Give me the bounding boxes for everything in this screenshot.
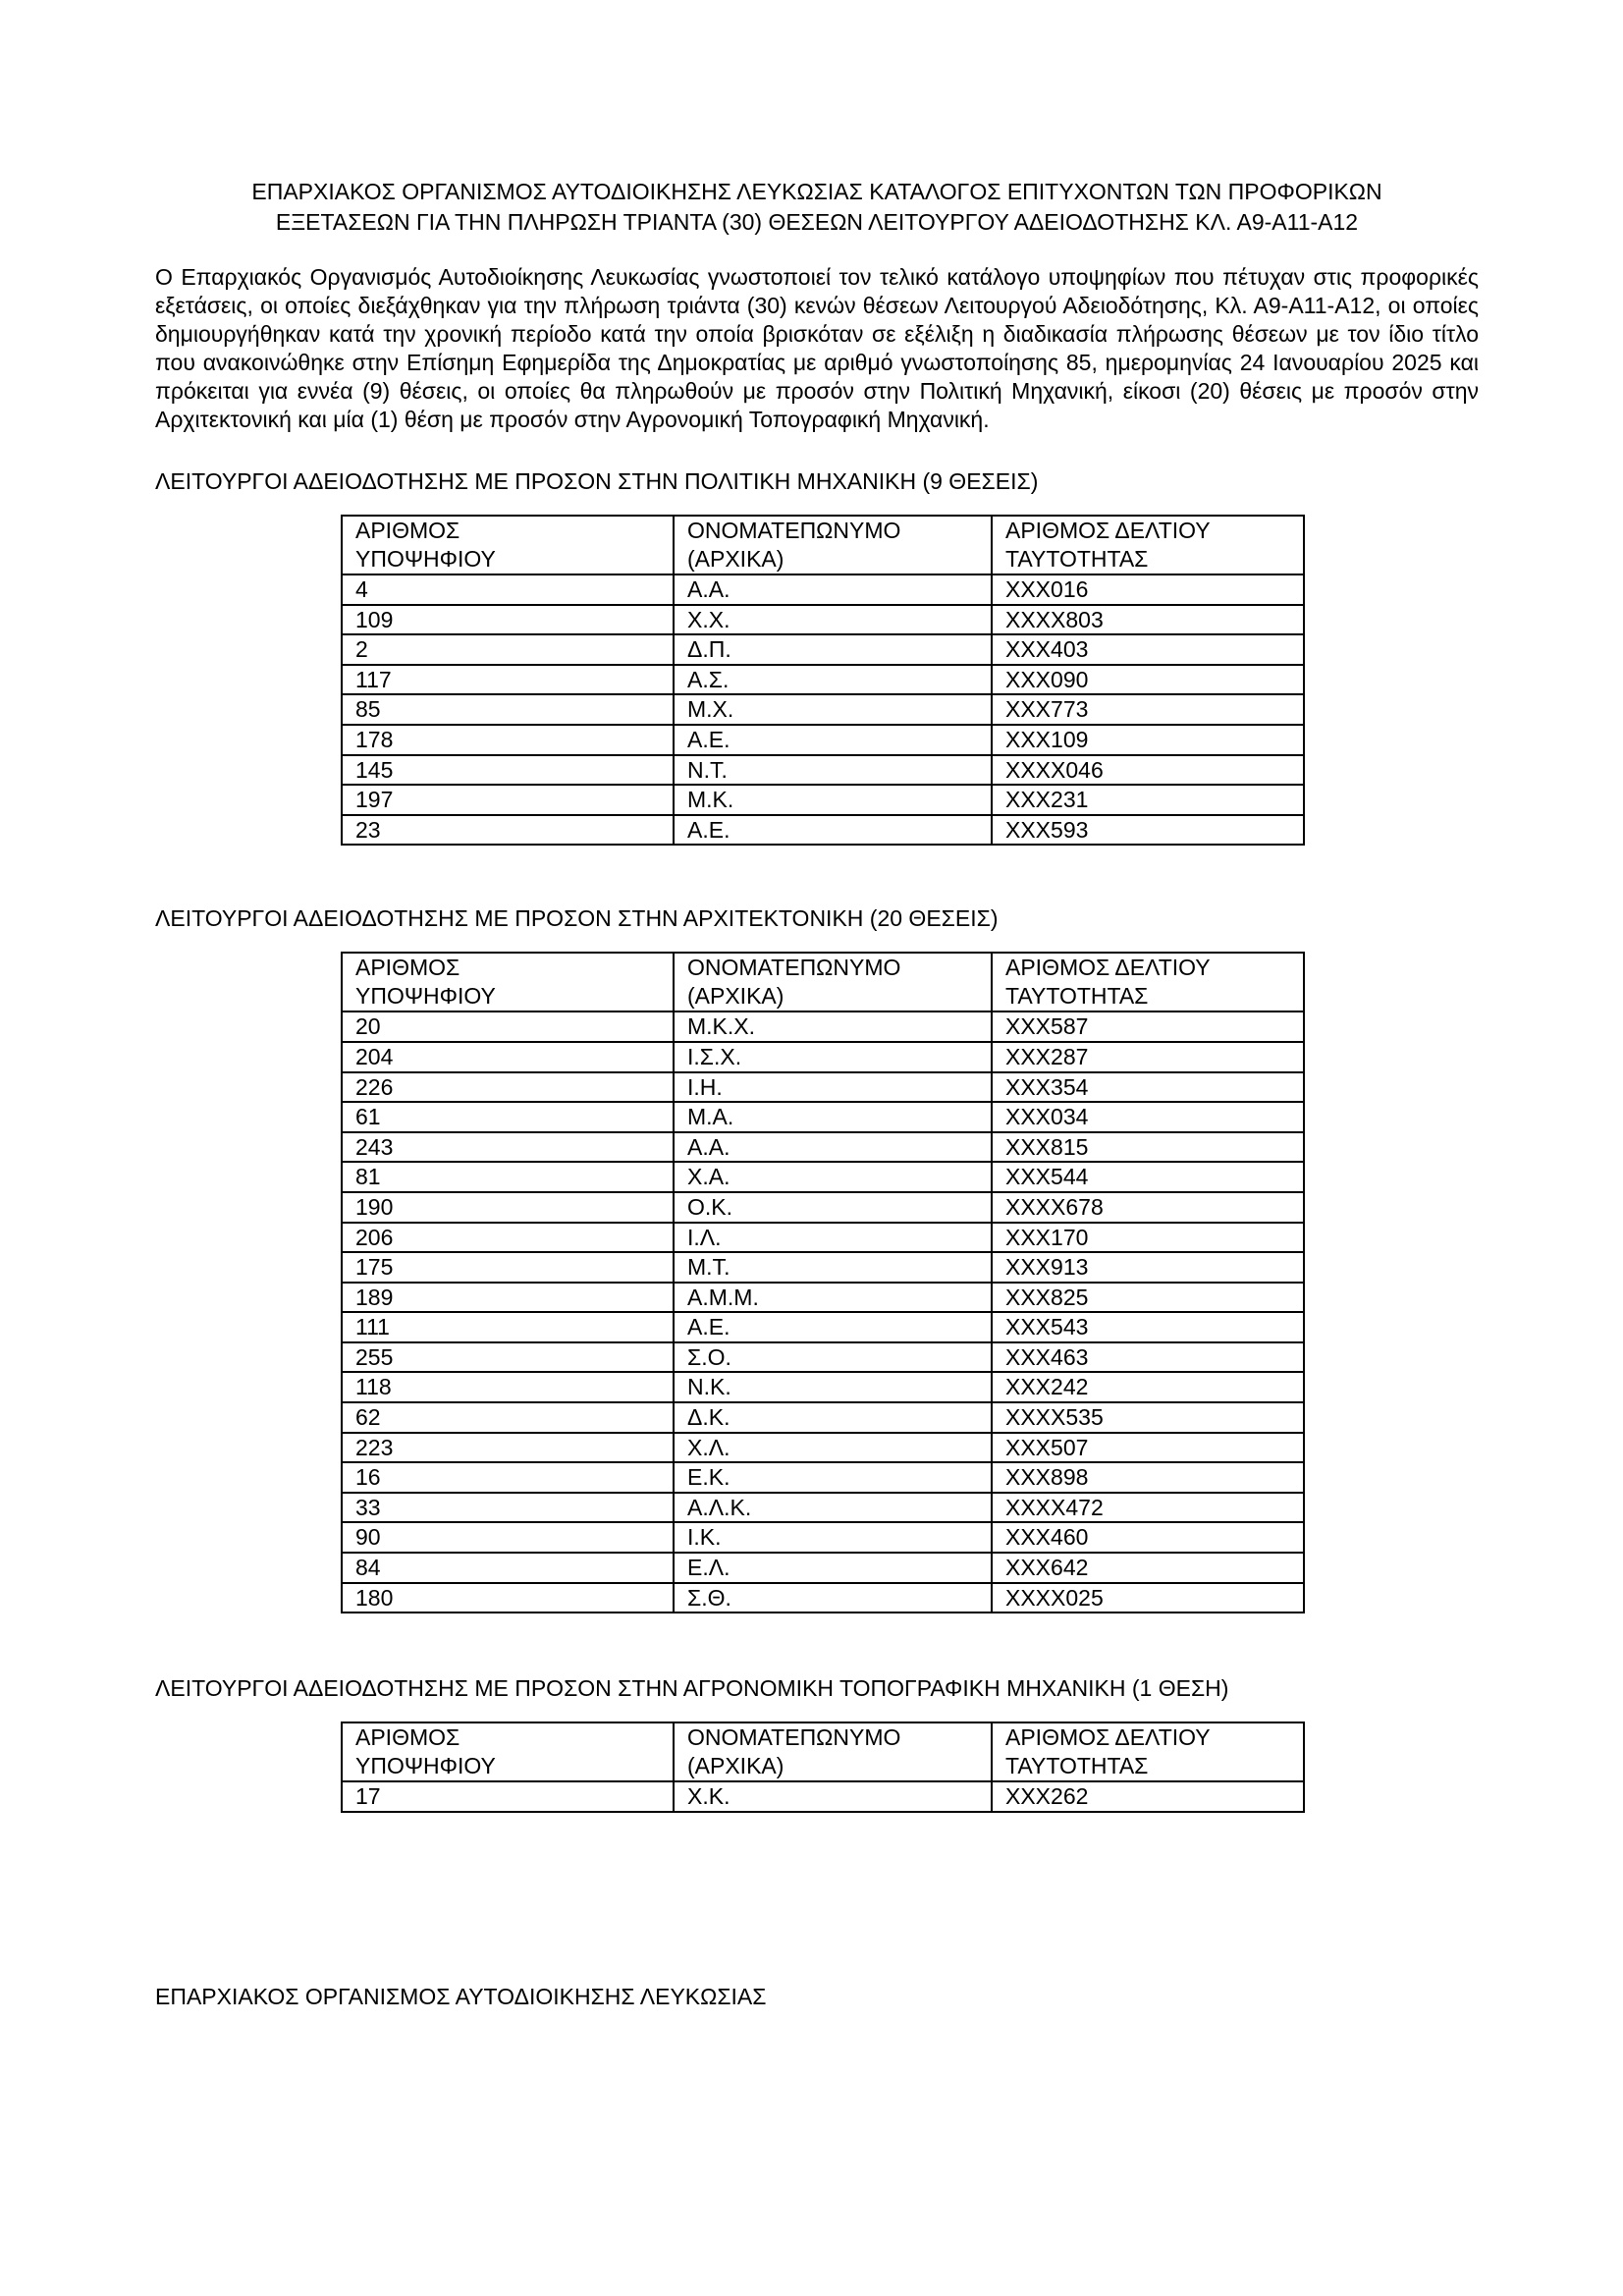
- id-number-cell: ΧΧΧ898: [992, 1462, 1304, 1493]
- table-row: [342, 1162, 1304, 1192]
- id-number-cell: ΧΧΧ287: [992, 1042, 1304, 1072]
- column-header-id-number: ΑΡΙΘΜΟΣ ΔΕΛΤΙΟΥ ΤΑΥΤΟΤΗΤΑΣ: [992, 516, 1304, 574]
- id-number-cell: ΧΧΧ507: [992, 1433, 1304, 1463]
- table-row: [342, 1553, 1304, 1583]
- id-number-cell: ΧΧΧ170: [992, 1223, 1304, 1253]
- initials-cell: Ε.Κ.: [674, 1462, 992, 1493]
- candidate-number-cell: 4: [342, 574, 674, 605]
- id-number-cell: ΧΧΧ544: [992, 1162, 1304, 1192]
- candidate-number-cell: 84: [342, 1553, 674, 1583]
- initials-cell: Σ.Θ.: [674, 1583, 992, 1613]
- initials-cell: Α.Λ.Κ.: [674, 1493, 992, 1523]
- table-row: [342, 1462, 1304, 1493]
- table-row: [342, 1283, 1304, 1313]
- candidate-number-cell: 190: [342, 1192, 674, 1223]
- table-header-row: [342, 1722, 1304, 1781]
- initials-cell: Α.Μ.Μ.: [674, 1283, 992, 1313]
- initials-cell: Α.Σ.: [674, 665, 992, 695]
- column-header-initials: ΟΝΟΜΑΤΕΠΩΝΥΜΟ (ΑΡΧΙΚΑ): [674, 953, 992, 1011]
- candidate-number-cell: 118: [342, 1372, 674, 1402]
- id-number-cell: ΧΧΧΧ803: [992, 605, 1304, 635]
- column-header-initials: ΟΝΟΜΑΤΕΠΩΝΥΜΟ (ΑΡΧΙΚΑ): [674, 516, 992, 574]
- initials-cell: Μ.Χ.: [674, 694, 992, 725]
- table-row: [342, 665, 1304, 695]
- id-number-cell: ΧΧΧ642: [992, 1553, 1304, 1583]
- id-number-cell: ΧΧΧΧ025: [992, 1583, 1304, 1613]
- table-row: [342, 1252, 1304, 1283]
- table-row: [342, 1102, 1304, 1132]
- table-row: [342, 634, 1304, 665]
- candidate-number-cell: 90: [342, 1522, 674, 1553]
- section-heading-architecture: ΛΕΙΤΟΥΡΓΟΙ ΑΔΕΙΟΔΟΤΗΣΗΣ ΜΕ ΠΡΟΣΟΝ ΣΤΗΝ ΑΡΧΙΤΕΚΤΟΝΙΚΗ (20 ΘΕΣΕΙΣ): [155, 905, 999, 932]
- id-number-cell: ΧΧΧ815: [992, 1132, 1304, 1163]
- initials-cell: Ο.Κ.: [674, 1192, 992, 1223]
- id-number-cell: ΧΧΧΧ046: [992, 755, 1304, 786]
- id-number-cell: ΧΧΧ090: [992, 665, 1304, 695]
- table-row: [342, 1402, 1304, 1433]
- id-number-cell: ΧΧΧ109: [992, 725, 1304, 755]
- table-row: [342, 1223, 1304, 1253]
- table-row: [342, 605, 1304, 635]
- column-header-id-number: ΑΡΙΘΜΟΣ ΔΕΛΤΙΟΥ ΤΑΥΤΟΤΗΤΑΣ: [992, 1722, 1304, 1781]
- table-row: [342, 1042, 1304, 1072]
- table-row: [342, 725, 1304, 755]
- architecture-table: [341, 952, 1305, 1613]
- id-number-cell: ΧΧΧ587: [992, 1011, 1304, 1042]
- candidate-number-cell: 189: [342, 1283, 674, 1313]
- table-row: [342, 1522, 1304, 1553]
- id-number-cell: ΧΧΧ242: [992, 1372, 1304, 1402]
- candidate-number-cell: 178: [342, 725, 674, 755]
- table-row: [342, 1372, 1304, 1402]
- candidate-number-cell: 117: [342, 665, 674, 695]
- document-page: [155, 177, 1479, 2011]
- candidate-number-cell: 17: [342, 1781, 674, 1812]
- table-row: [342, 815, 1304, 846]
- table-row: [342, 1583, 1304, 1613]
- title-line-1: ΕΠΑΡΧΙΑΚΟΣ ΟΡΓΑΝΙΣΜΟΣ ΑΥΤΟΔΙΟΙΚΗΣΗΣ ΛΕΥΚΩΣΙΑΣ ΚΑΤΑΛΟΓΟΣ ΕΠΙΤΥΧΟΝΤΩΝ ΤΩΝ ΠΡΟΦΟΡΙΚΩΝ: [251, 179, 1382, 204]
- candidate-number-cell: 197: [342, 785, 674, 815]
- initials-cell: Χ.Α.: [674, 1162, 992, 1192]
- table-header-row: [342, 516, 1304, 574]
- id-number-cell: ΧΧΧ403: [992, 634, 1304, 665]
- initials-cell: Α.Ε.: [674, 1312, 992, 1342]
- id-number-cell: ΧΧΧ463: [992, 1342, 1304, 1373]
- table-row: [342, 785, 1304, 815]
- initials-cell: Ν.Κ.: [674, 1372, 992, 1402]
- candidate-number-cell: 111: [342, 1312, 674, 1342]
- id-number-cell: ΧΧΧ593: [992, 815, 1304, 846]
- initials-cell: Μ.Α.: [674, 1102, 992, 1132]
- table-row: [342, 574, 1304, 605]
- candidate-number-cell: 255: [342, 1342, 674, 1373]
- id-number-cell: ΧΧΧ913: [992, 1252, 1304, 1283]
- column-header-candidate-number: ΑΡΙΘΜΟΣ ΥΠΟΨΗΦΙΟΥ: [342, 1722, 674, 1781]
- candidate-number-cell: 180: [342, 1583, 674, 1613]
- footer-organization-name: ΕΠΑΡΧΙΑΚΟΣ ΟΡΓΑΝΙΣΜΟΣ ΑΥΤΟΔΙΟΙΚΗΣΗΣ ΛΕΥΚΩΣΙΑΣ: [155, 1983, 767, 2009]
- id-number-cell: ΧΧΧ034: [992, 1102, 1304, 1132]
- initials-cell: Δ.Π.: [674, 634, 992, 665]
- candidate-number-cell: 62: [342, 1402, 674, 1433]
- initials-cell: Χ.Λ.: [674, 1433, 992, 1463]
- candidate-number-cell: 61: [342, 1102, 674, 1132]
- initials-cell: Α.Ε.: [674, 725, 992, 755]
- table-row: [342, 1072, 1304, 1103]
- id-number-cell: ΧΧΧ262: [992, 1781, 1304, 1812]
- candidate-number-cell: 145: [342, 755, 674, 786]
- id-number-cell: ΧΧΧ543: [992, 1312, 1304, 1342]
- table-row: [342, 1192, 1304, 1223]
- column-header-candidate-number: ΑΡΙΘΜΟΣ ΥΠΟΨΗΦΙΟΥ: [342, 516, 674, 574]
- surveying-engineering-table: [341, 1722, 1305, 1813]
- candidate-number-cell: 33: [342, 1493, 674, 1523]
- initials-cell: Ι.Η.: [674, 1072, 992, 1103]
- id-number-cell: ΧΧΧ773: [992, 694, 1304, 725]
- table-row: [342, 1132, 1304, 1163]
- candidate-number-cell: 81: [342, 1162, 674, 1192]
- column-header-candidate-number: ΑΡΙΘΜΟΣ ΥΠΟΨΗΦΙΟΥ: [342, 953, 674, 1011]
- table-row: [342, 755, 1304, 786]
- initials-cell: Ι.Σ.Χ.: [674, 1042, 992, 1072]
- id-number-cell: ΧΧΧΧ472: [992, 1493, 1304, 1523]
- document-title: [155, 177, 1479, 238]
- column-header-initials: ΟΝΟΜΑΤΕΠΩΝΥΜΟ (ΑΡΧΙΚΑ): [674, 1722, 992, 1781]
- id-number-cell: ΧΧΧ016: [992, 574, 1304, 605]
- initials-cell: Μ.Τ.: [674, 1252, 992, 1283]
- column-header-id-number: ΑΡΙΘΜΟΣ ΔΕΛΤΙΟΥ ΤΑΥΤΟΤΗΤΑΣ: [992, 953, 1304, 1011]
- initials-cell: Δ.Κ.: [674, 1402, 992, 1433]
- initials-cell: Σ.Ο.: [674, 1342, 992, 1373]
- initials-cell: Μ.Κ.: [674, 785, 992, 815]
- candidate-number-cell: 226: [342, 1072, 674, 1103]
- candidate-number-cell: 223: [342, 1433, 674, 1463]
- id-number-cell: ΧΧΧ460: [992, 1522, 1304, 1553]
- title-line-2: ΕΞΕΤΑΣΕΩΝ ΓΙΑ ΤΗΝ ΠΛΗΡΩΣΗ ΤΡΙΑΝΤΑ (30) ΘΕΣΕΩΝ ΛΕΙΤΟΥΡΓΟΥ ΑΔΕΙΟΔΟΤΗΣΗΣ ΚΛ. Α9-Α11-Α12: [275, 209, 1359, 235]
- table-row: [342, 1312, 1304, 1342]
- table-row: [342, 1781, 1304, 1812]
- id-number-cell: ΧΧΧ354: [992, 1072, 1304, 1103]
- candidate-number-cell: 175: [342, 1252, 674, 1283]
- candidate-number-cell: 2: [342, 634, 674, 665]
- initials-cell: Μ.Κ.Χ.: [674, 1011, 992, 1042]
- id-number-cell: ΧΧΧ231: [992, 785, 1304, 815]
- candidate-number-cell: 16: [342, 1462, 674, 1493]
- candidate-number-cell: 204: [342, 1042, 674, 1072]
- section-heading-surveying-engineering: ΛΕΙΤΟΥΡΓΟΙ ΑΔΕΙΟΔΟΤΗΣΗΣ ΜΕ ΠΡΟΣΟΝ ΣΤΗΝ ΑΓΡΟΝΟΜΙΚΗ ΤΟΠΟΓΡΑΦΙΚΗ ΜΗΧΑΝΙΚΗ (1 ΘΕΣΗ): [155, 1675, 1229, 1702]
- initials-cell: Χ.Κ.: [674, 1781, 992, 1812]
- candidate-number-cell: 243: [342, 1132, 674, 1163]
- initials-cell: Ν.Τ.: [674, 755, 992, 786]
- table-row: [342, 1433, 1304, 1463]
- table-row: [342, 1342, 1304, 1373]
- id-number-cell: ΧΧΧΧ678: [992, 1192, 1304, 1223]
- candidate-number-cell: 20: [342, 1011, 674, 1042]
- table-row: [342, 1493, 1304, 1523]
- table-header-row: [342, 953, 1304, 1011]
- candidate-number-cell: 109: [342, 605, 674, 635]
- initials-cell: Χ.Χ.: [674, 605, 992, 635]
- section-heading-civil-engineering: ΛΕΙΤΟΥΡΓΟΙ ΑΔΕΙΟΔΟΤΗΣΗΣ ΜΕ ΠΡΟΣΟΝ ΣΤΗΝ ΠΟΛΙΤΙΚΗ ΜΗΧΑΝΙΚΗ (9 ΘΕΣΕΙΣ): [155, 468, 1039, 494]
- table-row: [342, 694, 1304, 725]
- initials-cell: Α.Ε.: [674, 815, 992, 846]
- candidate-number-cell: 85: [342, 694, 674, 725]
- candidate-number-cell: 206: [342, 1223, 674, 1253]
- initials-cell: Α.Α.: [674, 574, 992, 605]
- initials-cell: Α.Α.: [674, 1132, 992, 1163]
- table-row: [342, 1011, 1304, 1042]
- initials-cell: Ε.Λ.: [674, 1553, 992, 1583]
- initials-cell: Ι.Λ.: [674, 1223, 992, 1253]
- candidate-number-cell: 23: [342, 815, 674, 846]
- intro-paragraph: Ο Επαρχιακός Οργανισμός Αυτοδιοίκησης Λευκωσίας γνωστοποιεί τον τελικό κατάλογο υποψηφίων που πέτυχαν στις προφορικές εξετάσεις, οι οποίες διεξάχθηκαν για την πλήρωση τριάντα (30) κενών θέσεων Λειτουργού Αδειοδότησης, Κλ. Α9-Α11-Α12, οι οποίες δημιουργήθηκαν κατά την χρονική περίοδο κατά την οποία βρισκόταν σε εξέλιξη η διαδικασία πλήρωσης θέσεων με τον ίδιο τίτλο που ανακοινώθηκε στην Επίσημη Εφημερίδα της Δημοκρατίας με αριθμό γνωστοποίησης 85, ημερομηνίας 24 Ιανουαρίου 2025 και πρόκειται για εννέα (9) θέσεις, οι οποίες θα πληρωθούν με προσόν στην Πολιτική Μηχανική, είκοσι (20) θέσεις με προσόν στην Αρχιτεκτονική και μία (1) θέση με προσόν στην Αγρονομική Τοπογραφική Μηχανική.: [155, 264, 1479, 432]
- id-number-cell: ΧΧΧ825: [992, 1283, 1304, 1313]
- initials-cell: Ι.Κ.: [674, 1522, 992, 1553]
- id-number-cell: ΧΧΧΧ535: [992, 1402, 1304, 1433]
- civil-engineering-table: [341, 515, 1305, 846]
